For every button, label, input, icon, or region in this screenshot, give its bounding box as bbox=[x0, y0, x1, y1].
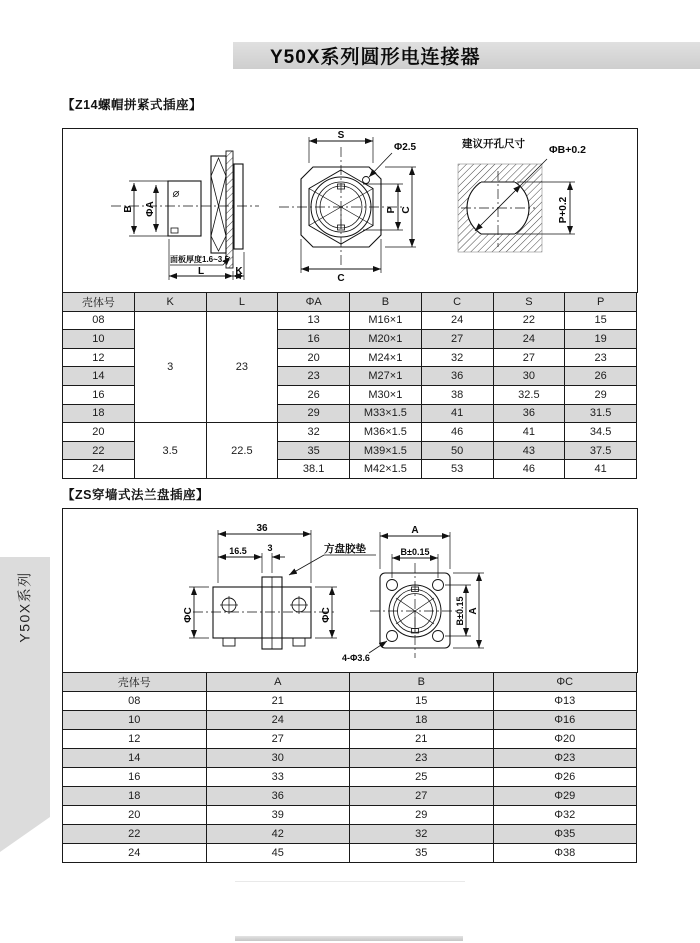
table-row bbox=[63, 806, 637, 825]
table-cell: 18 bbox=[350, 711, 494, 730]
dim-label-b-right: B±0.15 bbox=[455, 596, 465, 626]
table-cell: 22 bbox=[63, 825, 207, 844]
column-header: L bbox=[206, 293, 278, 312]
dim-label-l: L bbox=[197, 266, 205, 277]
table-cell: 32.5 bbox=[493, 385, 565, 404]
table-cell: 50 bbox=[421, 441, 493, 460]
table-cell: 16 bbox=[63, 385, 135, 404]
table-cell: 30 bbox=[493, 367, 565, 386]
table-cell: 12 bbox=[63, 730, 207, 749]
table-cell: M16×1 bbox=[350, 311, 422, 330]
table-cell: 35 bbox=[278, 441, 350, 460]
table-row bbox=[63, 768, 637, 787]
table-cell: 29 bbox=[565, 385, 637, 404]
dim-label-b-top: B±0.15 bbox=[400, 547, 430, 557]
dim-label-a-right: A bbox=[468, 607, 479, 615]
column-header: A bbox=[206, 673, 350, 692]
table-cell: Φ23 bbox=[493, 749, 637, 768]
table-row bbox=[63, 749, 637, 768]
zs-drawing-svg bbox=[63, 509, 637, 672]
table-cell: 45 bbox=[206, 844, 350, 863]
table-cell: M24×1 bbox=[350, 348, 422, 367]
table-cell: M20×1 bbox=[350, 330, 422, 349]
table-cell: 46 bbox=[421, 423, 493, 442]
table-cell: 38 bbox=[421, 385, 493, 404]
dim-label-165: 16.5 bbox=[229, 546, 247, 556]
table-cell: 14 bbox=[63, 749, 207, 768]
dim-label-c-right: C bbox=[401, 206, 412, 214]
table-cell: Φ16 bbox=[493, 711, 637, 730]
table-cell: 38.1 bbox=[278, 460, 350, 479]
table-cell: 24 bbox=[493, 330, 565, 349]
page-title-bar bbox=[233, 42, 700, 69]
zs-dimension-table bbox=[62, 672, 637, 863]
table-row bbox=[63, 711, 637, 730]
table-cell: M39×1.5 bbox=[350, 441, 422, 460]
z14-drawing-svg bbox=[63, 129, 637, 292]
table-cell-merged-l: 22.5 bbox=[206, 423, 278, 479]
footer-rule bbox=[235, 881, 465, 882]
table-cell: 20 bbox=[63, 806, 207, 825]
table-cell-merged-k: 3 bbox=[134, 311, 206, 423]
z14-front-view bbox=[279, 137, 416, 273]
table-cell: 29 bbox=[350, 806, 494, 825]
table-cell: 19 bbox=[565, 330, 637, 349]
table-cell: 43 bbox=[493, 441, 565, 460]
table-cell: Φ20 bbox=[493, 730, 637, 749]
table-cell: Φ32 bbox=[493, 806, 637, 825]
dim-label-b: B bbox=[123, 205, 134, 213]
table-cell: Φ26 bbox=[493, 768, 637, 787]
table-cell: Φ35 bbox=[493, 825, 637, 844]
table-cell: 20 bbox=[63, 423, 135, 442]
table-cell: M36×1.5 bbox=[350, 423, 422, 442]
table-cell: 24 bbox=[63, 844, 207, 863]
table-row bbox=[63, 730, 637, 749]
technical-drawing-zs bbox=[62, 508, 638, 673]
cutout-title: 建议开孔尺寸 bbox=[462, 138, 525, 150]
column-header: ΦA bbox=[278, 293, 350, 312]
table-cell: 08 bbox=[63, 692, 207, 711]
table-row bbox=[63, 692, 637, 711]
z14-dimension-table bbox=[62, 292, 637, 479]
table-cell: M33×1.5 bbox=[350, 404, 422, 423]
table-header-row bbox=[63, 293, 637, 312]
table-row bbox=[63, 787, 637, 806]
dim-label-p: P bbox=[386, 206, 397, 214]
table-cell: Φ29 bbox=[493, 787, 637, 806]
table-cell: 32 bbox=[421, 348, 493, 367]
panel-thickness-note: 面板厚度1.6~3.5 bbox=[170, 255, 229, 264]
table-cell: 24 bbox=[63, 460, 135, 479]
table-cell-merged-l: 23 bbox=[206, 311, 278, 423]
column-header: 壳体号 bbox=[63, 293, 135, 312]
table-cell: 46 bbox=[493, 460, 565, 479]
footer-bar bbox=[235, 936, 463, 941]
dim-label-c-bottom: C bbox=[337, 273, 345, 284]
dim-label-phi-a: ΦA bbox=[145, 201, 156, 217]
dim-label-phi-c-right: ΦC bbox=[321, 607, 332, 623]
gasket-note: 方盘胶垫 bbox=[324, 543, 366, 555]
table-row bbox=[63, 423, 637, 442]
table-cell: 12 bbox=[63, 348, 135, 367]
column-header: B bbox=[350, 673, 494, 692]
column-header: S bbox=[493, 293, 565, 312]
table-cell: 15 bbox=[565, 311, 637, 330]
table-cell: 22 bbox=[63, 441, 135, 460]
table-cell: 22 bbox=[493, 311, 565, 330]
table-cell: M30×1 bbox=[350, 385, 422, 404]
table-cell: 35 bbox=[350, 844, 494, 863]
table-cell: 25 bbox=[350, 768, 494, 787]
dim-label-3: 3 bbox=[267, 543, 273, 553]
table-cell: 29 bbox=[278, 404, 350, 423]
table-cell: 27 bbox=[350, 787, 494, 806]
table-row bbox=[63, 311, 637, 330]
series-side-tab-label-wrap bbox=[0, 557, 50, 657]
table-cell: 30 bbox=[206, 749, 350, 768]
table-cell: 27 bbox=[493, 348, 565, 367]
technical-drawing-z14 bbox=[62, 128, 638, 293]
dim-label-p-cutout: P+0.2 bbox=[558, 196, 569, 224]
table-cell: 24 bbox=[421, 311, 493, 330]
dim-label-phi-b: ΦB+0.2 bbox=[549, 144, 586, 156]
table-cell: 53 bbox=[421, 460, 493, 479]
table-cell: 10 bbox=[63, 330, 135, 349]
table-cell: 41 bbox=[421, 404, 493, 423]
table-cell: 15 bbox=[350, 692, 494, 711]
table-cell: 36 bbox=[206, 787, 350, 806]
dim-label-36: 36 bbox=[256, 523, 268, 534]
table-cell: 27 bbox=[206, 730, 350, 749]
table-cell: 13 bbox=[278, 311, 350, 330]
dim-label-a-top: A bbox=[411, 525, 419, 536]
table-cell: 32 bbox=[350, 825, 494, 844]
table-cell: 36 bbox=[421, 367, 493, 386]
table-cell: 16 bbox=[278, 330, 350, 349]
table-cell: Φ38 bbox=[493, 844, 637, 863]
table-cell: 34.5 bbox=[565, 423, 637, 442]
table-cell: 42 bbox=[206, 825, 350, 844]
dim-label-k: K bbox=[235, 266, 243, 277]
table-cell: 39 bbox=[206, 806, 350, 825]
table-cell: 21 bbox=[350, 730, 494, 749]
table-cell: 08 bbox=[63, 311, 135, 330]
table-cell: 24 bbox=[206, 711, 350, 730]
column-header: C bbox=[421, 293, 493, 312]
table-cell: Φ13 bbox=[493, 692, 637, 711]
column-header: ΦC bbox=[493, 673, 637, 692]
column-header: 壳体号 bbox=[63, 673, 207, 692]
table-cell: 16 bbox=[63, 768, 207, 787]
table-cell: 18 bbox=[63, 404, 135, 423]
section-label-zs: 【ZS穿墙式法兰盘插座】 bbox=[62, 488, 209, 502]
table-row bbox=[63, 844, 637, 863]
table-cell: 26 bbox=[565, 367, 637, 386]
table-cell: 26 bbox=[278, 385, 350, 404]
table-cell: 14 bbox=[63, 367, 135, 386]
column-header: K bbox=[134, 293, 206, 312]
holes-note: 4-Φ3.6 bbox=[342, 653, 370, 663]
table-cell: 23 bbox=[350, 749, 494, 768]
table-header-row bbox=[63, 673, 637, 692]
table-cell: 33 bbox=[206, 768, 350, 787]
table-cell: 10 bbox=[63, 711, 207, 730]
table-cell: 23 bbox=[565, 348, 637, 367]
table-cell: 27 bbox=[421, 330, 493, 349]
table-cell: M27×1 bbox=[350, 367, 422, 386]
table-cell: 18 bbox=[63, 787, 207, 806]
table-cell: 31.5 bbox=[565, 404, 637, 423]
table-cell: 32 bbox=[278, 423, 350, 442]
dim-label-s: S bbox=[337, 130, 345, 141]
table-cell: 21 bbox=[206, 692, 350, 711]
table-row bbox=[63, 825, 637, 844]
table-cell: M42×1.5 bbox=[350, 460, 422, 479]
section-label-z14: 【Z14螺帽拼紧式插座】 bbox=[62, 98, 203, 112]
dim-label-hole: Φ2.5 bbox=[394, 142, 417, 153]
series-side-tab-label: Y50X系列 bbox=[17, 571, 33, 643]
table-cell: 36 bbox=[493, 404, 565, 423]
column-header: P bbox=[565, 293, 637, 312]
table-cell-merged-k: 3.5 bbox=[134, 423, 206, 479]
table-cell: 41 bbox=[493, 423, 565, 442]
table-cell: 41 bbox=[565, 460, 637, 479]
table-cell: 23 bbox=[278, 367, 350, 386]
column-header: B bbox=[350, 293, 422, 312]
dim-label-phi-c-left: ΦC bbox=[183, 607, 194, 623]
page-title: Y50X系列圆形电连接器 bbox=[270, 47, 481, 68]
table-cell: 37.5 bbox=[565, 441, 637, 460]
table-cell: 20 bbox=[278, 348, 350, 367]
